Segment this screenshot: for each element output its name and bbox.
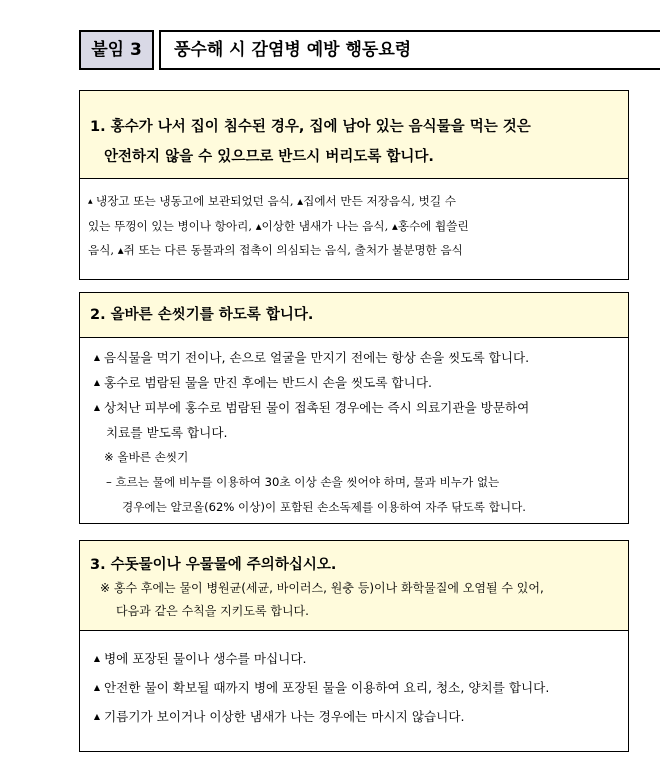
list-item-continuation: 치료를 받도록 합니다. bbox=[106, 425, 228, 440]
list-item bbox=[90, 395, 622, 420]
handwash-note-line1: – 흐르는 물에 비누를 이용하여 30초 이상 손을 씻어야 하며, 물과 비누가 없는 bbox=[106, 475, 500, 489]
section-1-heading-line2: 안전하지 않을 수 있으므로 반드시 버리도록 합니다. bbox=[104, 149, 434, 165]
section-1-heading-line1: 1. 홍수가 나서 집이 침수된 경우, 집에 남아 있는 음식물을 먹는 것은 bbox=[90, 119, 531, 135]
triangle-bullet-icon: ▲ bbox=[93, 683, 101, 692]
attachment-tag: 붙임 3 bbox=[79, 30, 154, 70]
triangle-bullet-icon: ▲ bbox=[93, 378, 101, 387]
section-2 bbox=[79, 292, 629, 524]
section-1-body-line3: 음식, ▴쥐 또는 다른 동물과의 접촉이 의심되는 음식, 출처가 불분명한 음식 bbox=[88, 243, 463, 257]
handwash-note-title: ※ 올바른 손씻기 bbox=[104, 450, 189, 464]
triangle-bullet-icon: ▲ bbox=[88, 198, 93, 205]
list-item bbox=[90, 644, 622, 673]
list-item bbox=[90, 370, 622, 395]
list-item bbox=[90, 345, 622, 370]
triangle-bullet-icon: ▲ bbox=[93, 403, 101, 412]
section-2-heading: 2. 올바른 손씻기를 하도록 합니다. bbox=[80, 293, 628, 338]
section-3 bbox=[79, 540, 629, 752]
handwash-note-line2: 경우에는 알코올(62% 이상)이 포함된 손소독제를 이용하여 자주 닦도록 합니다. bbox=[122, 500, 526, 514]
list-item-text: 음식물을 먹기 전이나, 손으로 얼굴을 만지기 전에는 항상 손을 씻도록 합니다. bbox=[104, 350, 530, 365]
section-1 bbox=[79, 90, 629, 280]
list-item-text: 병에 포장된 물이나 생수를 마십니다. bbox=[104, 651, 307, 666]
triangle-bullet-icon: ▲ bbox=[93, 654, 101, 663]
section-1-body bbox=[80, 179, 628, 262]
page-title: 풍수해 시 감염병 예방 행동요령 bbox=[159, 30, 660, 70]
section-3-note-line1: ※ 홍수 후에는 물이 병원균(세균, 바이러스, 원충 등)이나 화학물질에 오염될 수 있어, bbox=[100, 581, 544, 595]
section-1-body-line1 bbox=[88, 189, 620, 214]
triangle-bullet-icon: ▲ bbox=[93, 353, 101, 362]
list-item-text: 안전한 물이 확보될 때까지 병에 포장된 물을 이용하여 요리, 청소, 양치를 합니다. bbox=[104, 680, 550, 695]
section-2-body bbox=[80, 338, 628, 520]
section-3-heading-title: 3. 수돗물이나 우물물에 주의하십시오. bbox=[90, 557, 337, 573]
section-1-text: 냉장고 또는 냉동고에 보관되었던 음식, ▴집에서 만든 저장음식, 벗길 수 bbox=[96, 194, 456, 208]
list-item-text: 기름기가 보이거나 이상한 냄새가 나는 경우에는 마시지 않습니다. bbox=[104, 709, 465, 724]
section-1-body-line2: 있는 뚜껑이 있는 병이나 항아리, ▴이상한 냄새가 나는 음식, ▴홍수에 휩쓸린 bbox=[88, 219, 469, 233]
list-item bbox=[90, 673, 622, 702]
list-item bbox=[90, 702, 622, 731]
list-item-text: 상처난 피부에 홍수로 범람된 물이 접촉된 경우에는 즉시 의료기관을 방문하여 bbox=[104, 400, 530, 415]
section-3-note-line2: 다음과 같은 수칙을 지키도록 합니다. bbox=[116, 604, 309, 618]
section-1-heading bbox=[80, 91, 628, 179]
section-3-heading bbox=[80, 541, 628, 631]
list-item-text: 홍수로 범람된 물을 만진 후에는 반드시 손을 씻도록 합니다. bbox=[104, 375, 433, 390]
triangle-bullet-icon: ▲ bbox=[93, 712, 101, 721]
section-3-body bbox=[80, 631, 628, 731]
